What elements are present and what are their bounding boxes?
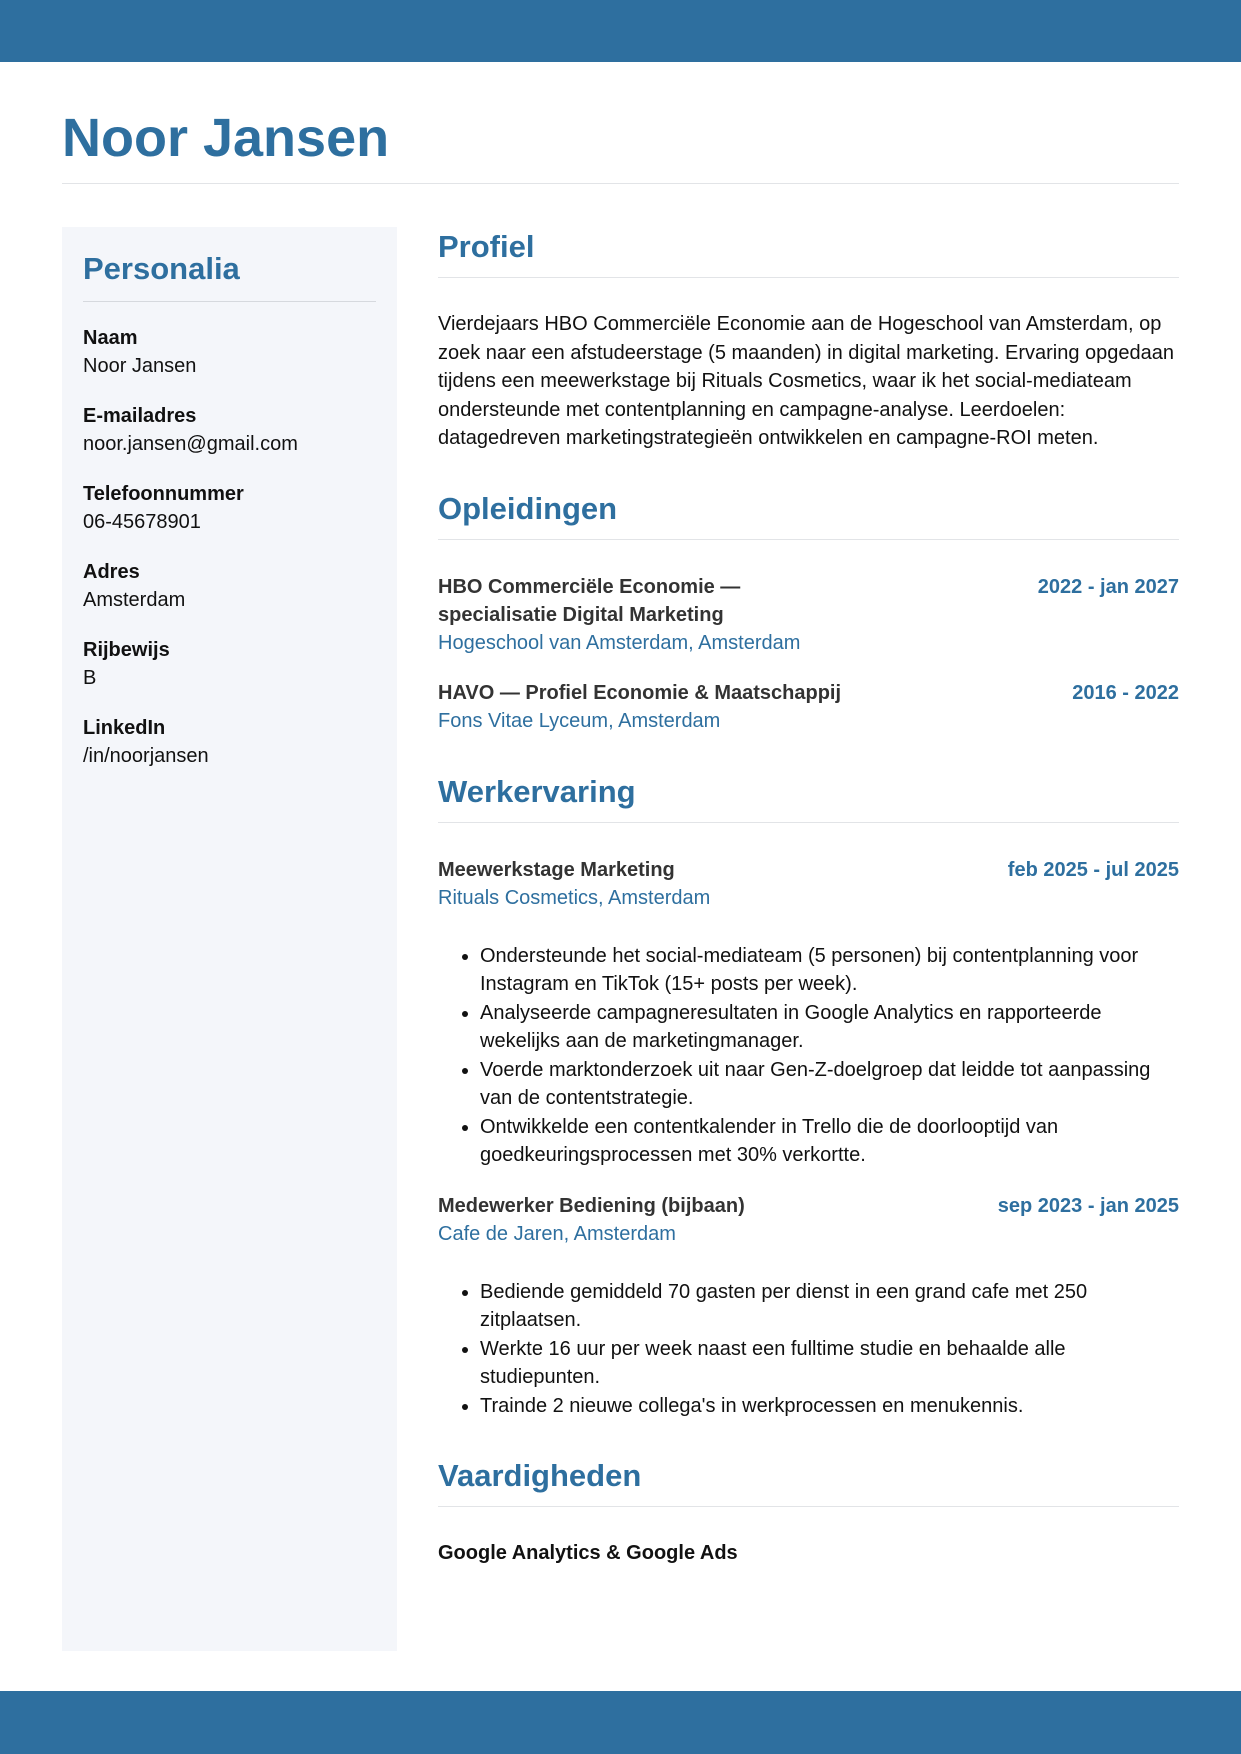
profile-text: Vierdejaars HBO Commerciële Economie aan de Hogeschool van Amsterdam, op zoek naar een afstudeerstage (5 maanden) in digital marketing. Ervaring opgedaan tijdens een meewerkstage bij Rituals Cosmetics, waar ik het social-mediateam ondersteunde met contentplanning en campagne-analyse. Leerdoelen: datagedreven marketingstrategieën ontwikkelen en campagne-ROI meten. [438, 313, 1175, 449]
bullet-item: • Analyseerde campagneresultaten in Google Analytics en rapporteerde wekelijks aan de marketingmanager. [480, 999, 1179, 1056]
education-entry [438, 573, 1179, 657]
section-title: Opleidingen [438, 490, 618, 526]
entry-title: HBO Commerciële Economie — specialisatie Digital Marketing [438, 575, 741, 626]
field-linkedin [83, 714, 376, 770]
profile-section [438, 227, 1179, 453]
field-email [83, 402, 376, 458]
main-content [438, 227, 1179, 1567]
bullet-item: • Bediende gemiddeld 70 gasten per dienst in een grand cafe met 250 zitplaatsen. [480, 1278, 1179, 1335]
field-value: 06-45678901 [83, 511, 201, 533]
entry-date: feb 2025 - jul 2025 [1007, 858, 1179, 881]
entry-date: sep 2023 - jan 2025 [997, 1194, 1179, 1217]
field-value: /in/noorjansen [83, 745, 209, 767]
field-label: LinkedIn [83, 717, 166, 739]
section-divider [438, 1506, 1179, 1507]
entry-title: Medewerker Bediening (bijbaan) [438, 1194, 745, 1217]
section-divider [438, 277, 1179, 278]
section-divider [438, 822, 1179, 823]
entry-organization: Cafe de Jaren, Amsterdam [438, 1222, 676, 1245]
section-title: Vaardigheden [438, 1458, 642, 1493]
experience-entry [438, 856, 1179, 1170]
bullet-item: • Voerde marktonderzoek uit naar Gen-Z-doelgroep dat leidde tot aanpassing van de contentstrategie. [480, 1056, 1179, 1113]
section-title: Werkervaring [438, 773, 636, 809]
field-address [83, 558, 376, 614]
entry-organization: Fons Vitae Lyceum, Amsterdam [438, 709, 721, 732]
field-phone [83, 480, 376, 536]
skills-section [438, 1456, 1179, 1567]
bottom-banner [0, 1691, 1241, 1754]
entry-header [438, 1192, 1179, 1220]
entry-title: Meewerkstage Marketing [438, 858, 675, 881]
top-banner [0, 0, 1241, 62]
field-name [83, 324, 376, 380]
field-value: Noor Jansen [83, 355, 197, 377]
skill-item: Google Analytics & Google Ads [438, 1542, 738, 1564]
entry-header [438, 856, 1179, 884]
field-label: Telefoonnummer [83, 483, 244, 505]
experience-entry [438, 1192, 1179, 1421]
entry-date: 2022 - jan 2027 [1037, 575, 1179, 598]
entry-bullets [438, 942, 1179, 1170]
section-title: Profiel [438, 229, 535, 264]
personal-details-sidebar [62, 227, 397, 1651]
sidebar-divider [83, 301, 376, 302]
entry-date: 2016 - 2022 [1072, 681, 1179, 704]
candidate-name: Noor Jansen [62, 108, 390, 168]
name-divider [62, 183, 1179, 184]
bullet-item: • Ondersteunde het social-mediateam (5 personen) bij contentplanning voor Instagram en TikTok (15+ posts per week). [480, 942, 1179, 999]
education-entry [438, 679, 1179, 735]
experience-section [438, 772, 1179, 1421]
bullet-item: • Ontwikkelde een contentkalender in Trello die de doorlooptijd van goedkeuringsprocessen met 30% verkortte. [480, 1113, 1179, 1170]
entry-organization: Hogeschool van Amsterdam, Amsterdam [438, 631, 801, 654]
field-label: E-mailadres [83, 405, 197, 427]
field-value: B [83, 667, 97, 689]
education-section [438, 489, 1179, 735]
field-label: Adres [83, 561, 140, 583]
field-value: noor.jansen@gmail.com [83, 433, 298, 455]
section-divider [438, 539, 1179, 540]
bullet-item: • Trainde 2 nieuwe collega's in werkprocessen en menukennis. [480, 1392, 1179, 1421]
bullet-item: • Werkte 16 uur per week naast een fulltime studie en behaalde alle studiepunten. [480, 1335, 1179, 1392]
field-label: Rijbewijs [83, 639, 170, 661]
field-drivers-license [83, 636, 376, 692]
sidebar-title: Personalia [83, 251, 240, 286]
entry-title: HAVO — Profiel Economie & Maatschappij [438, 681, 842, 704]
field-label: Naam [83, 327, 138, 349]
field-value: Amsterdam [83, 589, 186, 611]
entry-organization: Rituals Cosmetics, Amsterdam [438, 886, 711, 909]
entry-bullets [438, 1278, 1179, 1421]
entry-header [438, 573, 1179, 629]
entry-header [438, 679, 1179, 707]
